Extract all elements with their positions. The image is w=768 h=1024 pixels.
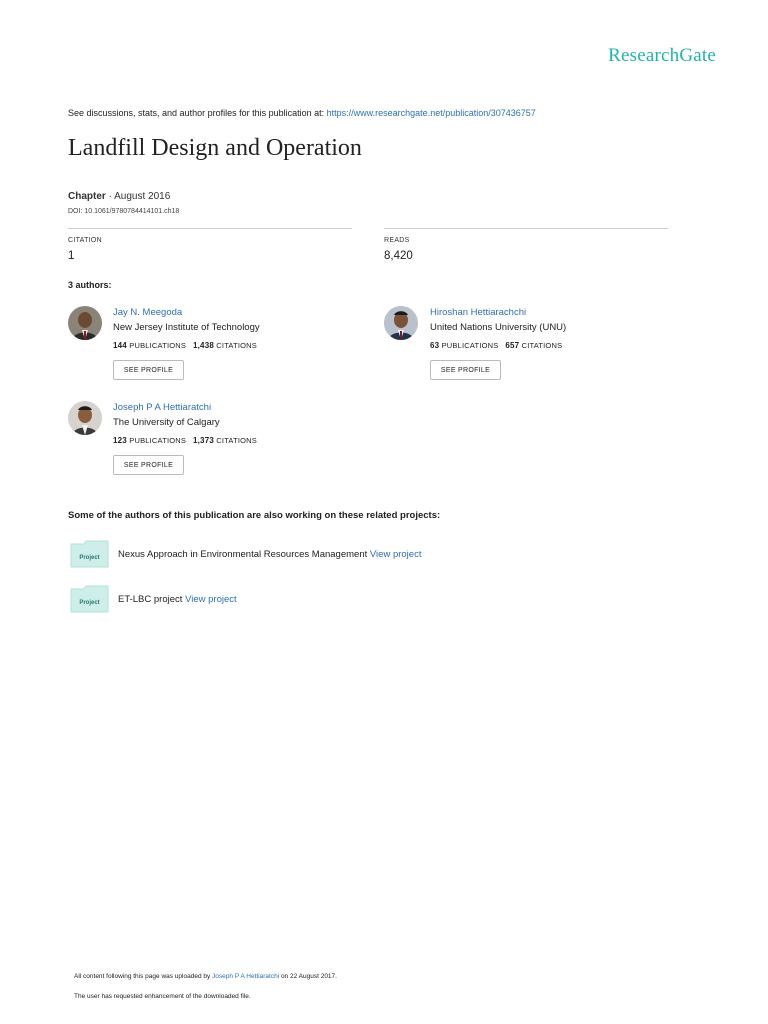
- project-icon-label: Project: [79, 555, 100, 561]
- publication-url-link[interactable]: https://www.researchgate.net/publication/307436757: [326, 108, 536, 118]
- avatar-jay-meegoda[interactable]: [68, 306, 102, 340]
- author-name-link[interactable]: Joseph P A Hettiaratchi: [113, 402, 212, 413]
- citations-label: CITATIONS: [216, 341, 257, 350]
- see-profile-button[interactable]: SEE PROFILE: [113, 455, 184, 475]
- citations-count: 1,373: [192, 436, 214, 445]
- project-folder-icon: [70, 540, 109, 568]
- project-name: ET-LBC project: [118, 594, 186, 605]
- discussion-text: See discussions, stats, and author profiles for this publication at:: [68, 108, 327, 118]
- upload-prefix: All content following this page was uploaded by: [74, 973, 213, 980]
- author-institution: United Nations University (UNU): [430, 322, 567, 333]
- publications-label: PUBLICATIONS: [129, 341, 187, 350]
- avatar-hiroshan-hettiarachchi[interactable]: [384, 306, 418, 340]
- publications-count: 144: [113, 341, 127, 350]
- publications-label: PUBLICATIONS: [441, 341, 499, 350]
- project-name: Nexus Approach in Environmental Resources Management: [118, 549, 370, 560]
- reads-label: READS: [384, 237, 410, 244]
- view-project-link[interactable]: View project: [369, 549, 422, 560]
- researchgate-logo[interactable]: ResearchGate: [608, 45, 716, 66]
- view-project-link[interactable]: View project: [185, 594, 237, 605]
- enhancement-note: The user has requested enhancement of the downloaded file.: [74, 993, 251, 1000]
- related-project-item: [118, 594, 237, 605]
- divider-reads: [384, 228, 668, 229]
- author-name-link[interactable]: Hiroshan Hettiarachchi: [430, 307, 527, 318]
- publication-type: Chapter: [68, 191, 106, 202]
- related-projects-heading: Some of the authors of this publication are also working on these related projects:: [68, 510, 441, 521]
- reads-count: 8,420: [384, 250, 413, 262]
- author-name-link[interactable]: Jay N. Meegoda: [113, 307, 183, 318]
- doi-text: DOI: 10.1061/9780784414101.ch18: [68, 208, 180, 215]
- page-title: Landfill Design and Operation: [68, 135, 362, 161]
- publication-date: · August 2016: [105, 191, 171, 202]
- author-stats: [113, 341, 257, 350]
- publications-count: 63: [430, 341, 440, 350]
- citation-count: 1: [68, 250, 75, 262]
- discussion-line: [68, 108, 536, 118]
- author-stats: [113, 436, 257, 445]
- project-folder-icon: [70, 585, 109, 613]
- author-stats: [430, 341, 562, 350]
- upload-suffix: on 22 August 2017.: [279, 973, 337, 980]
- citations-label: CITATIONS: [521, 341, 563, 350]
- author-institution: New Jersey Institute of Technology: [113, 322, 260, 333]
- citations-count: 657: [505, 341, 520, 350]
- citations-count: 1,438: [192, 341, 214, 350]
- see-profile-button[interactable]: SEE PROFILE: [430, 360, 501, 380]
- uploader-link[interactable]: Joseph P A Hettiaratchi: [212, 973, 280, 980]
- citations-label: CITATIONS: [216, 436, 257, 445]
- publications-label: PUBLICATIONS: [129, 436, 187, 445]
- divider-citation: [68, 228, 352, 229]
- upload-note: [74, 973, 337, 980]
- authors-heading: 3 authors:: [68, 280, 112, 290]
- citation-label: CITATION: [68, 237, 103, 244]
- author-institution: The University of Calgary: [113, 417, 220, 428]
- publication-meta: [68, 191, 170, 202]
- see-profile-button[interactable]: SEE PROFILE: [113, 360, 184, 380]
- related-project-item: [118, 549, 421, 560]
- project-icon-label: Project: [79, 600, 100, 606]
- avatar-joseph-hettiaratchi[interactable]: [68, 401, 102, 435]
- publications-count: 123: [113, 436, 127, 445]
